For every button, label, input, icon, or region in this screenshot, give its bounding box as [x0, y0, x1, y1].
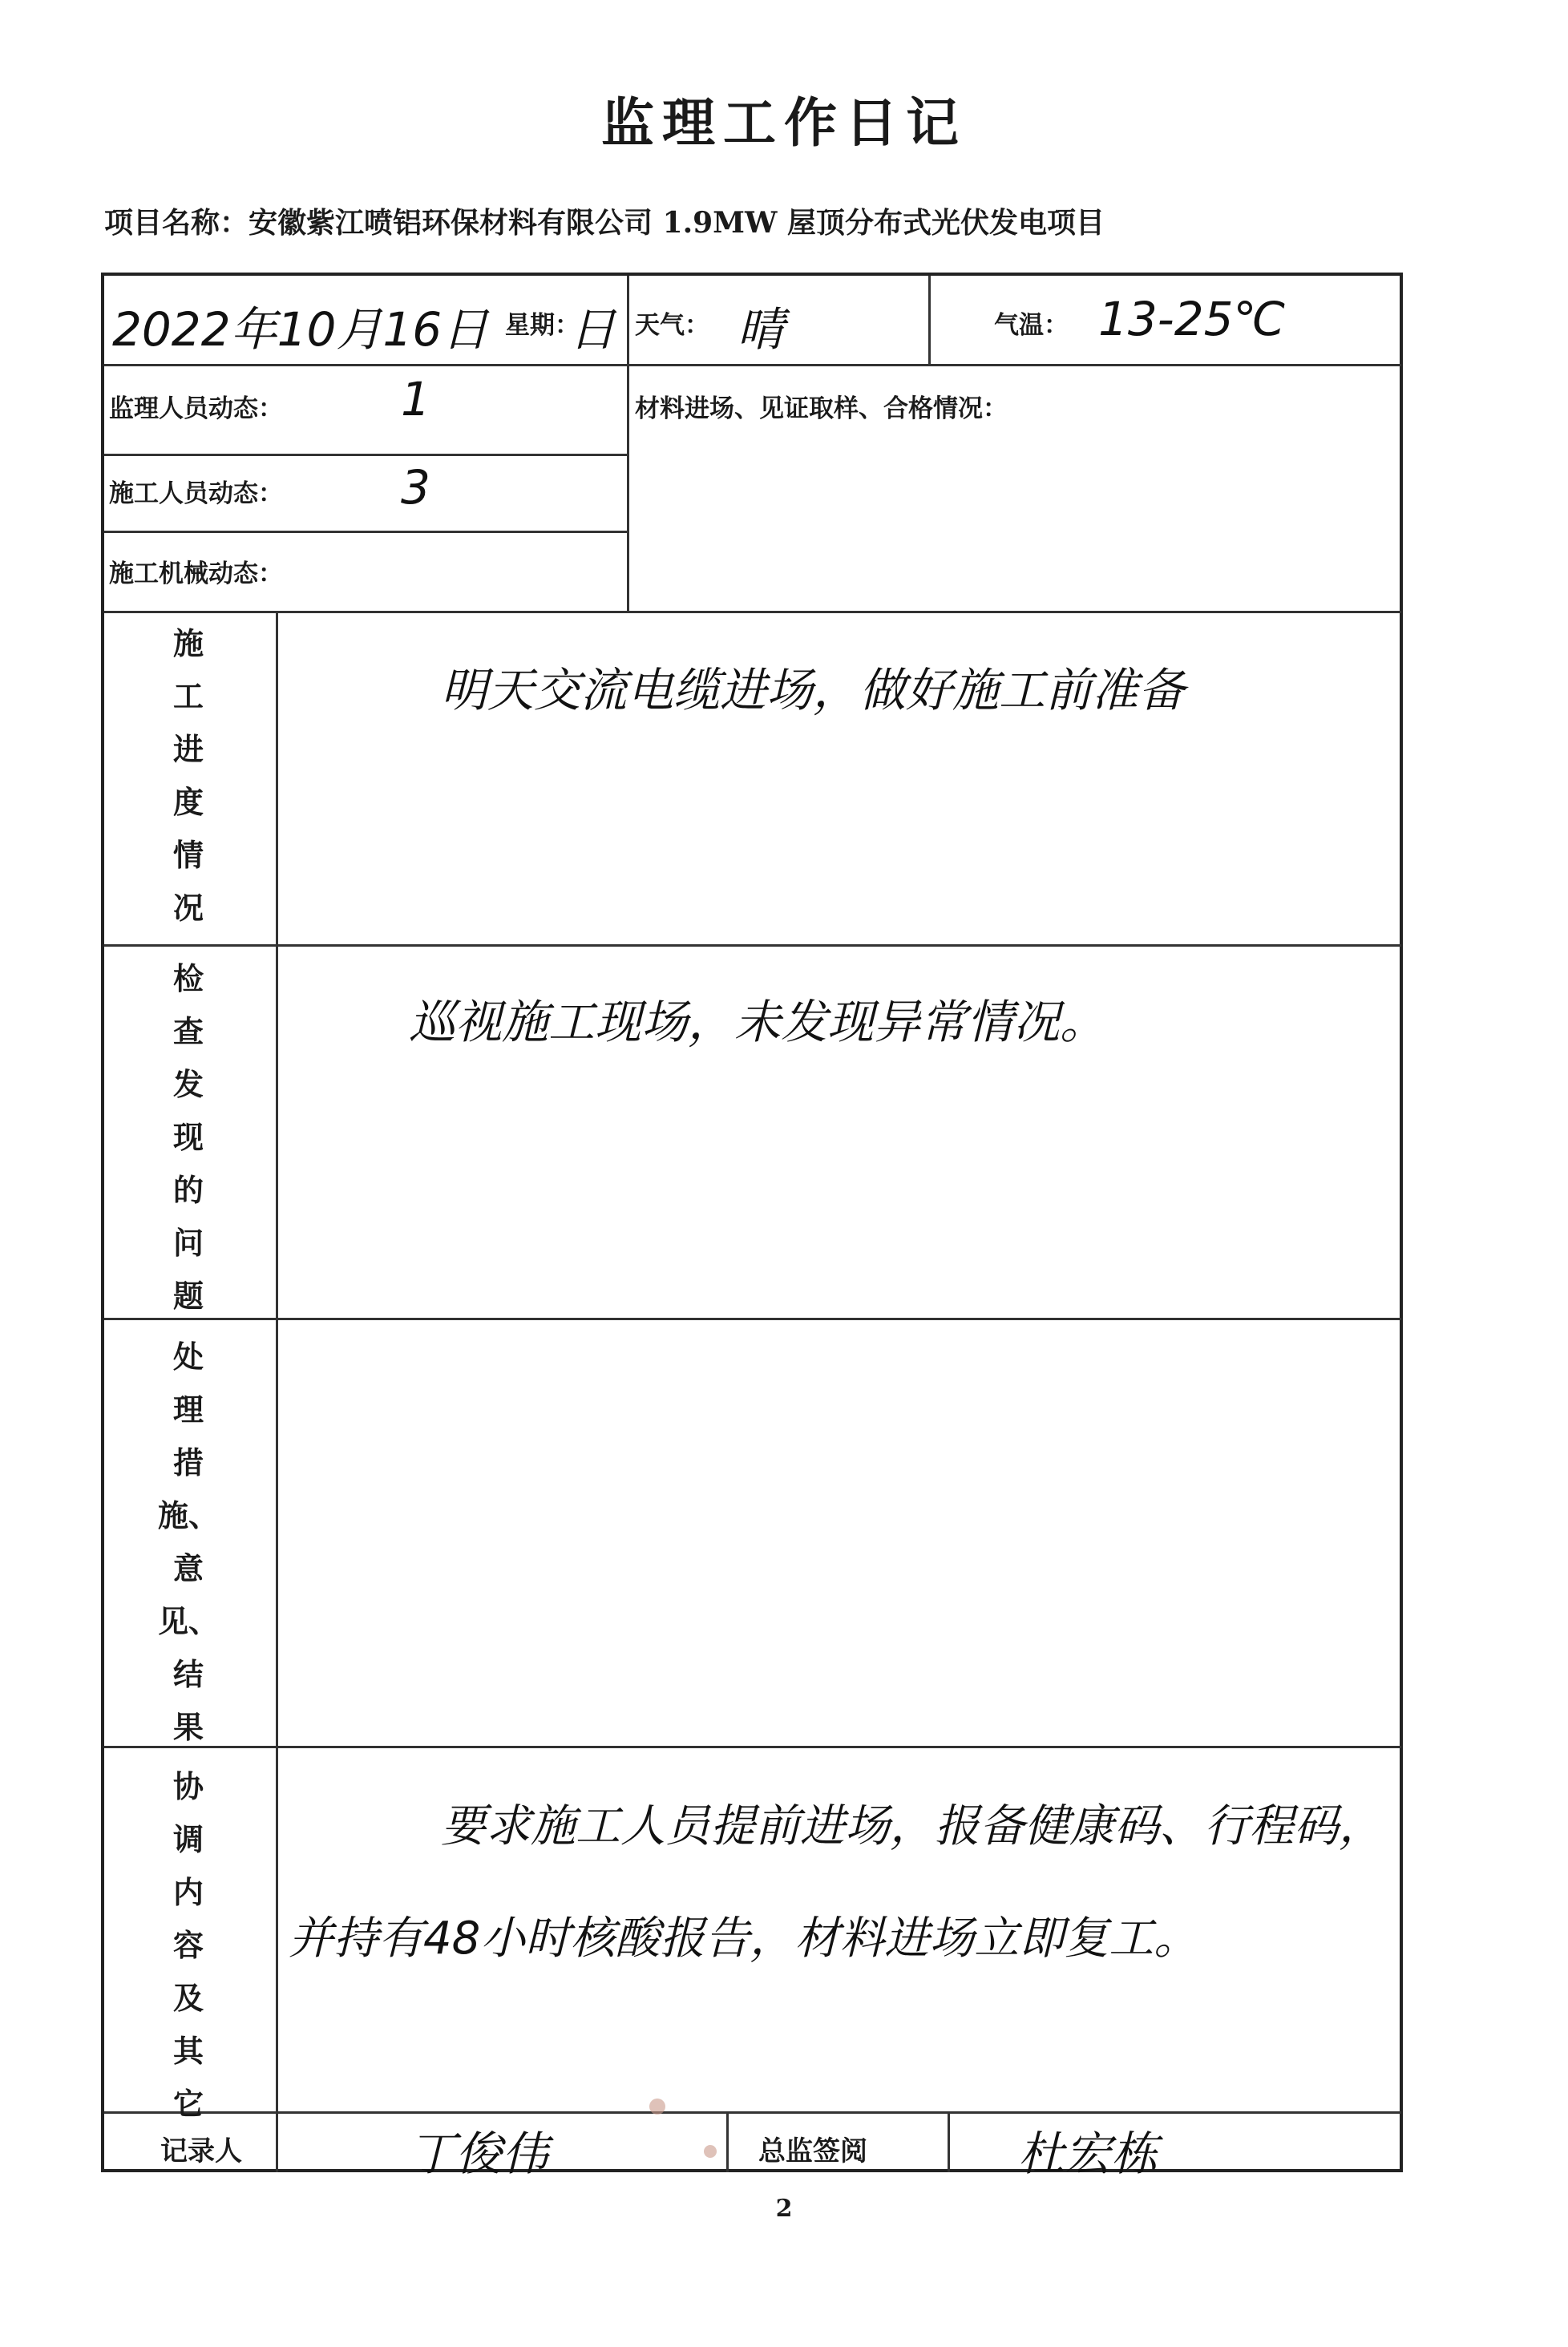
divider [104, 944, 1401, 947]
paper-stain [704, 2145, 717, 2158]
worker-label: 施工人员动态： [109, 479, 283, 508]
supervisor-label: 监理人员动态： [109, 394, 283, 423]
coordination-content-line2: 并持有48小时核酸报告，材料进场立即复工。 [289, 1913, 1199, 1965]
progress-content: 明天交流电缆进场，做好施工前准备 [441, 663, 1186, 717]
materials-label: 材料进场、见证取样、合格情况： [635, 394, 1008, 423]
page-title: 监理工作日记 [601, 91, 967, 154]
weekday-value: 日 [569, 302, 616, 357]
date-value: 2022年10月16日 [112, 302, 489, 357]
recorder-signature: 丁俊伟 [409, 2127, 549, 2181]
divider [948, 2111, 950, 2172]
chief-signature: 杜宏栋 [1018, 2127, 1158, 2181]
page-number: 2 [775, 2195, 793, 2223]
weather-label: 天气： [635, 311, 709, 340]
project-name: 项目名称：安徽紫江喷铝环保材料有限公司 1.9MW 屋顶分布式光伏发电项目 [104, 206, 1105, 240]
coordination-content-line1: 要求施工人员提前进场，报备健康码、行程码， [441, 1800, 1384, 1852]
issues-label: 检 查 发 现 的 问 题 [172, 960, 204, 1314]
divider [104, 1318, 1401, 1320]
divider [928, 276, 931, 364]
divider [104, 364, 1401, 366]
issues-content: 巡视施工现场，未发现异常情况。 [409, 995, 1107, 1049]
divider [104, 611, 1401, 613]
progress-label: 施 工 进 度 情 况 [172, 625, 204, 926]
paper-stain [649, 2099, 665, 2115]
temp-label: 气温： [994, 311, 1069, 340]
worker-value: 3 [401, 460, 430, 515]
temp-value: 13-25℃ [1098, 292, 1286, 346]
divider [627, 276, 629, 611]
coordination-label: 协 调 内 容 及 其 它 [172, 1768, 204, 2122]
supervisor-value: 1 [401, 372, 430, 426]
divider [276, 611, 278, 2172]
diary-form [101, 273, 1403, 2181]
machine-label: 施工机械动态： [109, 559, 283, 588]
weather-value: 晴 [738, 302, 785, 357]
weekday-label: 星期： [505, 311, 580, 340]
divider [104, 531, 627, 533]
divider [104, 1746, 1401, 1748]
divider [726, 2111, 729, 2172]
measures-label: 处 理 措 施、 意 见、 结 果 [157, 1339, 219, 1745]
divider [104, 2111, 1401, 2114]
divider [104, 454, 627, 456]
chief-label: 总监签阅 [758, 2135, 867, 2167]
recorder-label: 记录人 [160, 2135, 242, 2167]
